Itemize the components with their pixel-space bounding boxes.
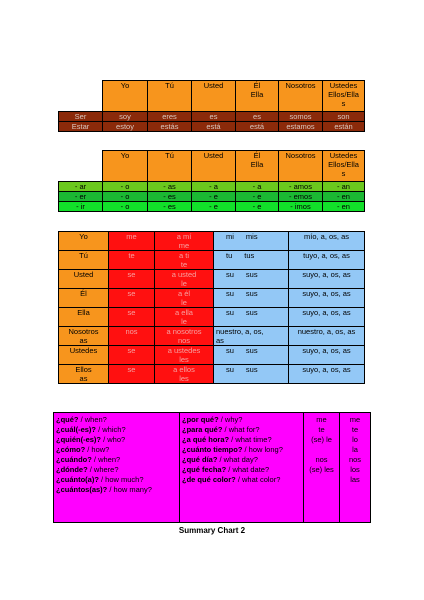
header-yo: Yo xyxy=(103,81,148,112)
ser-cell: eres xyxy=(148,112,192,122)
pronoun-row xyxy=(59,346,365,365)
object-pronouns-direct xyxy=(340,413,371,523)
possessive-plural: sus xyxy=(245,346,258,355)
question-translation: / how much? xyxy=(98,475,144,484)
question-word-item xyxy=(56,445,177,455)
question-translation: / what time? xyxy=(229,435,272,444)
possessive-singular: su xyxy=(226,289,234,298)
ir-ending: - e xyxy=(236,202,279,212)
question-word: ¿qué fecha? xyxy=(182,465,227,474)
er-ending: - es xyxy=(148,192,192,202)
possessive-singular: su xyxy=(226,365,234,374)
question-word-item xyxy=(56,485,177,495)
er-ending: - e xyxy=(192,192,236,202)
ser-estar-table xyxy=(58,80,365,132)
prepositional-pronoun: a él le xyxy=(155,289,214,308)
pronoun-row xyxy=(59,251,365,270)
question-translation: / what day? xyxy=(217,455,258,464)
question-word: ¿para qué? xyxy=(182,425,223,434)
question-word: ¿de qué color? xyxy=(182,475,236,484)
possessive-pronoun: suyo, a, os, as xyxy=(289,346,365,365)
question-word: ¿cuál(-es)? xyxy=(56,425,97,434)
question-translation: / when? xyxy=(91,455,121,464)
question-translation: / what color? xyxy=(235,475,281,484)
header-el-ella: Él Ella xyxy=(236,81,279,112)
possessive-singular: su xyxy=(226,308,234,317)
question-translation: / what date? xyxy=(226,465,270,474)
question-words-col1 xyxy=(54,413,180,523)
ser-cell: soy xyxy=(103,112,148,122)
estar-cell: están xyxy=(323,122,365,132)
ir-ending: - es xyxy=(148,202,192,212)
estar-cell: está xyxy=(236,122,279,132)
subject-pronoun: Ustedes xyxy=(59,346,109,365)
subject-pronoun: Ella xyxy=(59,308,109,327)
possessive-singular: su xyxy=(226,270,234,279)
possessive-adjective xyxy=(214,289,289,308)
header-nosotros: Nosotros xyxy=(279,151,323,182)
reflexive-pronoun: se xyxy=(109,270,155,289)
reflexive-pronoun: se xyxy=(109,289,155,308)
possessive-singular: su xyxy=(226,346,234,355)
prepositional-pronoun: a ustedes les xyxy=(155,346,214,365)
question-word-item xyxy=(56,435,177,445)
chart-caption: Summary Chart 2 xyxy=(178,526,246,535)
ir-ending: - e xyxy=(192,202,236,212)
corner-cell xyxy=(59,151,103,182)
reflexive-pronoun: se xyxy=(109,346,155,365)
subject-pronoun: Ellos as xyxy=(59,365,109,384)
row-label-ser: Ser xyxy=(59,112,103,122)
question-translation: / how long? xyxy=(242,445,283,454)
question-word-item xyxy=(56,455,177,465)
ar-ending: - a xyxy=(236,182,279,192)
possessive-adjective xyxy=(214,327,289,346)
header-nosotros: Nosotros xyxy=(279,81,323,112)
question-translation: / how many? xyxy=(107,485,152,494)
corner-cell xyxy=(59,81,103,112)
possessive-pronoun: tuyo, a, os, as xyxy=(289,251,365,270)
question-words-table xyxy=(53,412,371,523)
question-word-item xyxy=(182,425,301,435)
direct-object-pronoun: te xyxy=(351,425,359,434)
direct-object-pronoun: los xyxy=(350,465,360,474)
question-word: ¿cuánto(a)? xyxy=(56,475,99,484)
possessive-pronoun: suyo, a, os, as xyxy=(289,365,365,384)
subject-pronoun: Yo xyxy=(59,232,109,251)
header-ustedes: Ustedes Ellos/Ella s xyxy=(323,81,365,112)
question-word-item xyxy=(182,445,301,455)
indirect-object-pronoun: (se) les xyxy=(309,465,334,474)
possessive-plural: sus xyxy=(245,289,258,298)
reflexive-pronoun: nos xyxy=(109,327,155,346)
pronoun-row xyxy=(59,365,365,384)
question-word: ¿qué día? xyxy=(182,455,218,464)
ser-cell: somos xyxy=(279,112,323,122)
pronoun-row xyxy=(59,327,365,346)
prepositional-pronoun: a ti te xyxy=(155,251,214,270)
er-ending: - en xyxy=(323,192,365,202)
verb-endings-table xyxy=(58,150,365,212)
possessive-pronoun: suyo, a, os, as xyxy=(289,289,365,308)
ar-ending: - as xyxy=(148,182,192,192)
question-word: ¿a qué hora? xyxy=(182,435,230,444)
question-word: ¿cuántos(as)? xyxy=(56,485,108,494)
ir-ending: - o xyxy=(103,202,148,212)
possessive-plural: sus xyxy=(245,308,258,317)
question-translation: / where? xyxy=(87,465,119,474)
possessive-plural: sus xyxy=(245,365,258,374)
pronoun-row xyxy=(59,308,365,327)
question-translation: / what for? xyxy=(222,425,260,434)
row-label-ar: - ar xyxy=(59,182,103,192)
ar-ending: - an xyxy=(323,182,365,192)
subject-pronoun: Usted xyxy=(59,270,109,289)
possessive-pronoun: nuestro, a, os, as xyxy=(289,327,365,346)
possessive-plural: sus xyxy=(245,270,258,279)
pronoun-row xyxy=(59,270,365,289)
possessive-adjective xyxy=(214,270,289,289)
question-word-item xyxy=(182,465,301,475)
row-label-estar: Estar xyxy=(59,122,103,132)
header-usted: Usted xyxy=(192,151,236,182)
question-word-item xyxy=(56,475,177,485)
er-ending: - e xyxy=(236,192,279,202)
question-word-item xyxy=(182,415,301,425)
question-word-item xyxy=(182,455,301,465)
estar-cell: estoy xyxy=(103,122,148,132)
reflexive-pronoun: se xyxy=(109,365,155,384)
possessive-adjective xyxy=(214,346,289,365)
ser-cell: es xyxy=(236,112,279,122)
direct-object-pronoun: me xyxy=(349,415,361,424)
possessive-pronoun: suyo, a, os, as xyxy=(289,270,365,289)
estar-cell: está xyxy=(192,122,236,132)
prepositional-pronoun: a mí me xyxy=(155,232,214,251)
object-pronouns-indirect xyxy=(304,413,340,523)
possessive-pronoun: mío, a, os, as xyxy=(289,232,365,251)
question-word-item xyxy=(56,415,177,425)
ar-ending: - a xyxy=(192,182,236,192)
indirect-object-pronoun xyxy=(306,445,337,455)
direct-object-pronoun: lo xyxy=(352,435,358,444)
reflexive-pronoun: se xyxy=(109,308,155,327)
possessive-plural: mis xyxy=(245,232,258,241)
ar-ending: - o xyxy=(103,182,148,192)
possessive-adjective xyxy=(214,232,289,251)
question-word: ¿cuándo? xyxy=(56,455,92,464)
pronouns-table xyxy=(58,231,365,384)
question-word: ¿cuánto tiempo? xyxy=(182,445,243,454)
subject-pronoun: Él xyxy=(59,289,109,308)
estar-cell: estamos xyxy=(279,122,323,132)
indirect-object-pronoun: te xyxy=(318,425,325,434)
question-translation: / who? xyxy=(101,435,126,444)
header-yo: Yo xyxy=(103,151,148,182)
direct-object-pronoun: las xyxy=(350,475,360,484)
subject-pronoun: Tú xyxy=(59,251,109,270)
reflexive-pronoun: te xyxy=(109,251,155,270)
possessive-plural xyxy=(224,336,236,345)
question-word: ¿dónde? xyxy=(56,465,88,474)
indirect-object-pronoun: (se) le xyxy=(311,435,332,444)
ir-ending: - imos xyxy=(279,202,323,212)
header-ustedes: Ustedes Ellos/Ella s xyxy=(323,151,365,182)
indirect-object-pronoun: nos xyxy=(315,455,328,464)
question-word-item xyxy=(182,435,301,445)
question-words-col2 xyxy=(180,413,304,523)
question-word-item xyxy=(56,465,177,475)
pronoun-row xyxy=(59,232,365,251)
question-translation: / why? xyxy=(218,415,243,424)
pronoun-row xyxy=(59,289,365,308)
possessive-plural: tus xyxy=(244,251,255,260)
er-ending: - o xyxy=(103,192,148,202)
ir-ending: - en xyxy=(323,202,365,212)
row-label-ir: - ir xyxy=(59,202,103,212)
question-word: ¿cómo? xyxy=(56,445,86,454)
prepositional-pronoun: a nosotros nos xyxy=(155,327,214,346)
question-word: ¿qué? xyxy=(56,415,79,424)
question-word: ¿quién(-es)? xyxy=(56,435,101,444)
question-translation: / when? xyxy=(78,415,107,424)
prepositional-pronoun: a usted le xyxy=(155,270,214,289)
possessive-adjective xyxy=(214,308,289,327)
estar-cell: estás xyxy=(148,122,192,132)
indirect-object-pronoun: me xyxy=(316,415,327,424)
header-tu: Tú xyxy=(148,151,192,182)
ar-ending: - amos xyxy=(279,182,323,192)
possessive-adjective xyxy=(214,251,289,270)
header-usted: Usted xyxy=(192,81,236,112)
question-translation: / which? xyxy=(96,425,126,434)
question-word-item xyxy=(56,425,177,435)
possessive-pronoun: suyo, a, os, as xyxy=(289,308,365,327)
direct-object-pronoun: la xyxy=(352,445,358,454)
header-el-ella: Él Ella xyxy=(236,151,279,182)
subject-pronoun: Nosotros as xyxy=(59,327,109,346)
possessive-singular: tu xyxy=(226,251,233,260)
prepositional-pronoun: a ellos les xyxy=(155,365,214,384)
question-word-item xyxy=(182,475,301,485)
possessive-singular: mi xyxy=(226,232,234,241)
question-word: ¿por qué? xyxy=(182,415,219,424)
header-tu: Tú xyxy=(148,81,192,112)
ser-cell: es xyxy=(192,112,236,122)
prepositional-pronoun: a ella le xyxy=(155,308,214,327)
ser-cell: son xyxy=(323,112,365,122)
question-translation: / how? xyxy=(85,445,110,454)
direct-object-pronoun: nos xyxy=(348,455,362,464)
possessive-singular: nuestro, a, os, as xyxy=(216,327,264,345)
possessive-adjective xyxy=(214,365,289,384)
er-ending: - emos xyxy=(279,192,323,202)
row-label-er: - er xyxy=(59,192,103,202)
reflexive-pronoun: me xyxy=(109,232,155,251)
